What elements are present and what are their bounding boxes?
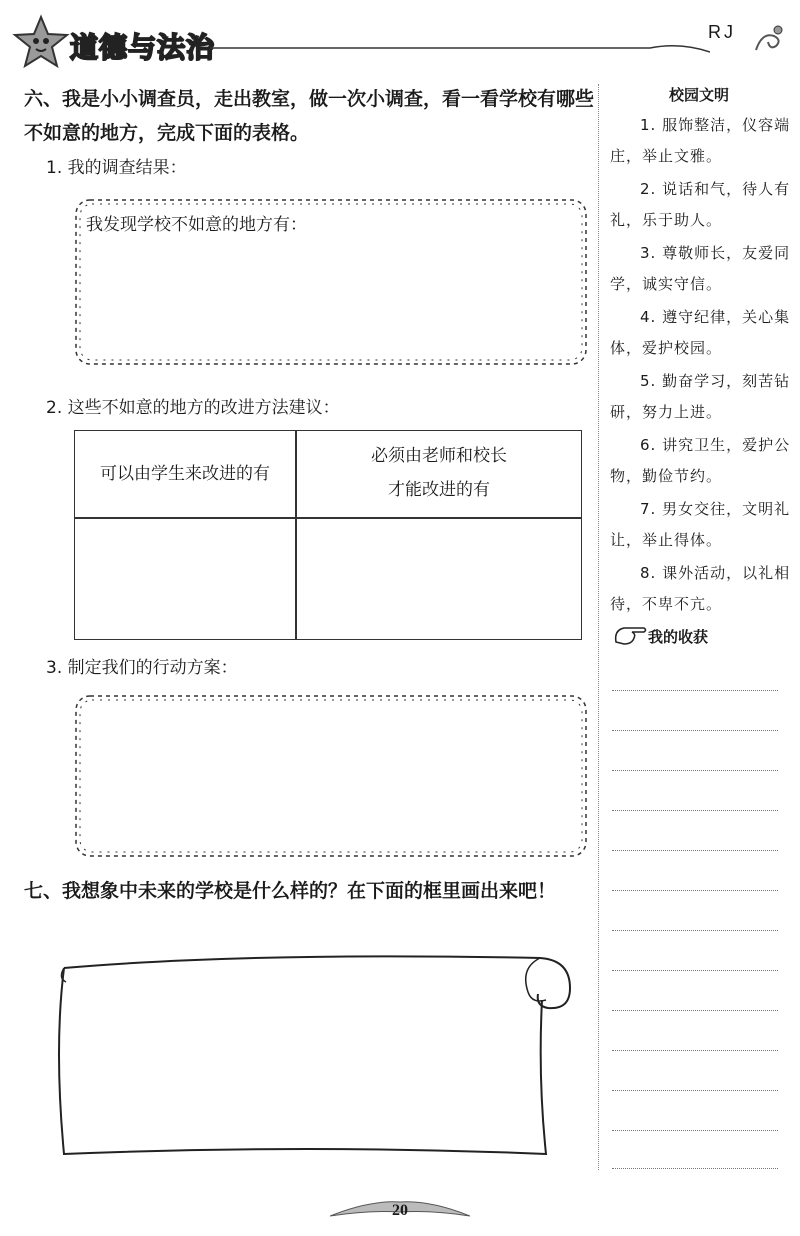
rule-item: 2. 说话和气，待人有礼，乐于助人。 — [610, 180, 791, 229]
writing-line[interactable] — [612, 930, 778, 931]
edition-mark: RJ — [708, 22, 736, 42]
question-6-part-2: 2. 这些不如意的地方的改进方法建议： — [46, 398, 340, 418]
writing-line[interactable] — [612, 970, 778, 971]
rule-item: 6. 讲究卫生，爱护公物，勤俭节约。 — [610, 436, 791, 485]
question-6-part-1: 1. 我的调查结果： — [46, 158, 187, 178]
rule-item: 5. 勤奋学习，刻苦钻研，努力上进。 — [610, 372, 791, 421]
table-cell-teachers[interactable] — [297, 519, 581, 639]
writing-line[interactable] — [612, 1010, 778, 1011]
writing-line[interactable] — [612, 810, 778, 811]
writing-line[interactable] — [612, 1130, 778, 1131]
table-header-students: 可以由学生来改进的有 — [100, 464, 270, 484]
rule-item: 4. 遵守纪律，关心集体，爱护校园。 — [610, 308, 791, 357]
rule-item: 7. 男女交往，文明礼让，举止得体。 — [610, 500, 791, 549]
improvement-table — [74, 430, 582, 640]
harvest-label: 我的收获 — [648, 628, 709, 646]
star-mascot-icon — [12, 14, 70, 70]
header-divider — [210, 42, 710, 54]
rule-item: 3. 尊敬师长，友爱同学，诚实守信。 — [610, 244, 791, 293]
pointing-hand-icon — [612, 622, 648, 650]
subject-title: 道德与法治 — [70, 31, 216, 64]
writing-line[interactable] — [612, 1050, 778, 1051]
question-6-part-3: 3. 制定我们的行动方案： — [46, 658, 238, 678]
scroll-drawing-frame[interactable] — [50, 948, 580, 1162]
writing-line[interactable] — [612, 770, 778, 771]
table-cell-students[interactable] — [75, 519, 295, 639]
writing-line[interactable] — [612, 730, 778, 731]
page-number: 20 — [392, 1202, 408, 1219]
action-plan-box[interactable] — [70, 690, 592, 862]
table-header-teachers: 必须由老师和校长 才能改进的有 — [371, 446, 507, 500]
survey-result-label: 我发现学校不如意的地方有： — [86, 215, 307, 235]
writing-line[interactable] — [612, 850, 778, 851]
sidebar-divider — [598, 84, 599, 1170]
writing-line[interactable] — [612, 690, 778, 691]
writing-line[interactable] — [612, 1090, 778, 1091]
rule-item: 8. 课外活动，以礼相待，不卑不亢。 — [610, 564, 791, 613]
sidebar-title: 校园文明 — [668, 86, 729, 104]
question-7-title: 七、我想象中未来的学校是什么样的？在下面的框里画出来吧！ — [24, 880, 557, 902]
page-header — [0, 0, 800, 80]
swirl-icon — [752, 22, 788, 58]
question-6-title: 六、我是小小调查员，走出教室，做一次小调查，看一看学校有哪些不如意的地方，完成下面的表格。 — [24, 88, 595, 144]
writing-line[interactable] — [612, 890, 778, 891]
writing-line[interactable] — [612, 1168, 778, 1169]
page-footer — [330, 1196, 470, 1236]
rule-item: 1. 服饰整洁，仪容端庄，举止文雅。 — [610, 116, 791, 165]
